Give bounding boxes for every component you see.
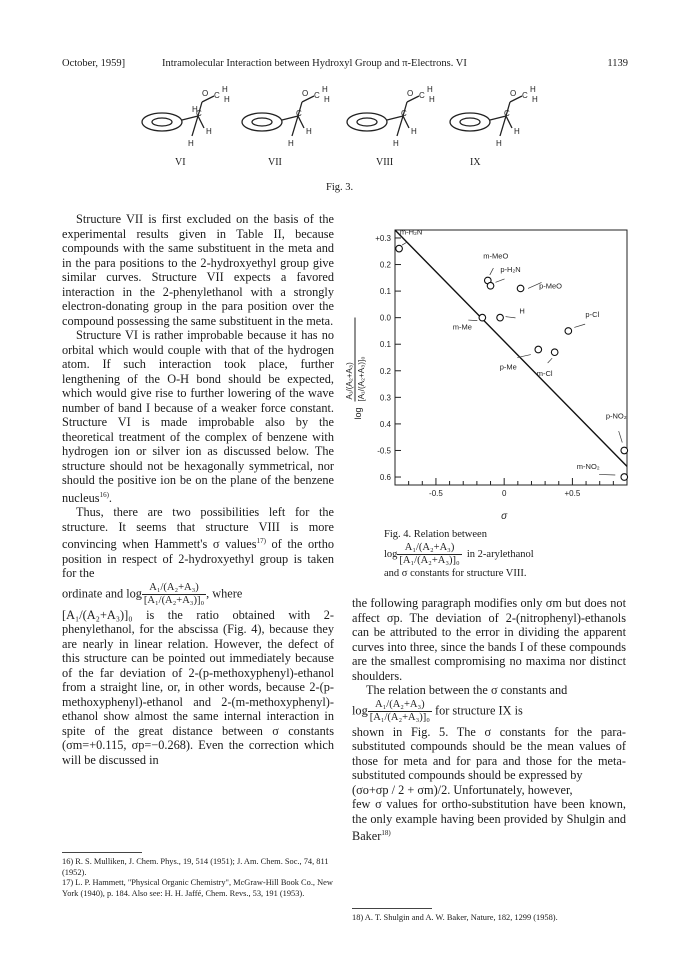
paragraph: Structure VII is first excluded on the basis of the experimental results given in Table II, because compounds with the same substituent in the meta and in the para positions to the 2-hydroxyethyl group give similar curves. Structure VII expects a favored interaction in the 2-phenylethanol with a strongly electron-donating group in the para position over the compound possessing the same substituent in the meta. — [62, 212, 334, 328]
data-point — [517, 285, 524, 292]
point-label: p-Cl — [585, 309, 600, 319]
svg-text:C: C — [314, 91, 320, 100]
fig3-caption: Fig. 3. — [326, 182, 354, 193]
label-arrow — [574, 324, 585, 327]
fig4-caption-line3: and σ constants for structure VIII. — [384, 568, 527, 579]
y-tick-label: 0.0 — [379, 313, 391, 323]
svg-text:H: H — [192, 105, 198, 114]
fig4-chart — [335, 220, 635, 525]
fig4-caption-line1: Fig. 4. Relation between — [384, 529, 487, 540]
paragraph: The relation between the σ constants and — [366, 683, 568, 697]
point-label: p-MeO — [539, 281, 563, 291]
point-label: m-H₂N — [399, 227, 423, 237]
right-column — [352, 596, 626, 844]
log-ratio-fraction: $\frac{\text{A₁/(A₂+A₃)}}{\text{[A₁/(A₂+A₃)]₀}}$ — [143, 581, 205, 606]
struct-label-vii: VII — [268, 157, 282, 168]
svg-text:C: C — [419, 91, 425, 100]
paragraph: [A₁/(A₂+A₃)]₀ is the ratio obtained with 2-phenylethanol, for the abscissa (Fig. 4), because they are nearly in linear relation. However, the defect of this structure can be pointed out immediately because of the far deviation of 2-(p-methoxyphenyl)-ethanol from a straight line, or, in other words, because 2-(p-methoxyphenyl)-ethanol and 2-(m-methoxyphenyl)-ethanol show almost the same internal interaction in spite of the great distance between σ constants (σm=+0.115, σp=−0.268). Even the correction which will be discussed in — [62, 607, 334, 767]
label-arrow — [496, 279, 505, 282]
svg-text:H: H — [530, 86, 536, 94]
svg-text:C: C — [196, 109, 202, 118]
svg-text:H: H — [393, 139, 399, 148]
label-arrow — [619, 431, 623, 442]
x-tick-label: 0 — [501, 489, 507, 498]
footnote-17: 17) L. P. Hammett, "Physical Organic Chemistry", McGraw-Hill Book Co., New York (1940), p. 184. Also see: H. H. Jaffé, Chem. Revs., 53, 191 (1953). — [62, 878, 333, 898]
y-tick-label: 0.1 — [379, 287, 391, 297]
svg-text:C: C — [504, 109, 510, 118]
label-arrow — [468, 320, 477, 321]
svg-text:H: H — [322, 86, 328, 94]
y-tick-label: 0.3 — [379, 393, 391, 403]
x-tick-label: -0.5 — [429, 489, 443, 498]
equation-line: (σo+σp / 2 + σm)/2. Unfortunately, however, — [352, 782, 573, 797]
svg-text:C: C — [401, 109, 407, 118]
svg-text:H: H — [206, 127, 212, 136]
data-point — [565, 328, 572, 335]
page-number: 1139 — [607, 58, 628, 69]
label-arrow — [506, 317, 516, 318]
svg-text:O: O — [510, 89, 517, 98]
svg-text:C: C — [522, 91, 528, 100]
svg-text:H: H — [429, 95, 435, 104]
svg-text:H: H — [496, 139, 502, 148]
struct-label-vi: VI — [175, 157, 186, 168]
svg-text:H: H — [427, 86, 433, 94]
struct-label-viii: VIII — [376, 157, 394, 168]
y-tick-label: +0.3 — [375, 233, 391, 243]
y-tick-label: 0.2 — [379, 366, 391, 376]
paragraph: the following paragraph modifies only σm but does not affect σp. The deviation of 2-(nitrophenyl)-ethanols can be attributed to the error in dividing the apparent curves into three, since the bands I of these compounds are the smallest compromising no maxima nor distinct shoulders. — [352, 596, 626, 683]
footnote-rule — [62, 852, 142, 853]
label-arrow — [402, 242, 407, 245]
svg-text:C: C — [214, 91, 220, 100]
svg-text:C: C — [296, 109, 302, 118]
left-column — [62, 212, 334, 767]
equation-line: ordinate and log $\frac{\text{A₁/(A₂+A₃)}}{\text{[A₁/(A₂+A₃)]₀}}$ , where — [62, 581, 243, 606]
data-point — [497, 314, 504, 321]
x-tick-label: +0.5 — [564, 489, 581, 498]
label-arrow — [548, 358, 553, 363]
footnote-16: 16) R. S. Mulliken, J. Chem. Phys., 19, 514 (1951); J. Am. Chem. Soc., 74, 811 (1952). — [62, 857, 329, 877]
point-label: H — [519, 306, 525, 316]
fig4-caption — [384, 528, 644, 581]
svg-text:H: H — [514, 127, 520, 136]
y-axis-label — [345, 318, 366, 420]
paragraph: shown in Fig. 5. The σ constants for the para-substituted compounds should be the mean values of those for meta and for para and those for the meta-substituted compounds should be expressed by — [352, 724, 626, 782]
data-point — [479, 314, 486, 321]
point-label: m-Me — [452, 322, 472, 332]
point-label: m-Cl — [536, 369, 553, 379]
y-tick-label: 0.1 — [379, 340, 391, 350]
header-title: Intramolecular Interaction between Hydroxyl Group and π-Electrons. VI — [162, 58, 467, 69]
svg-text:H: H — [188, 139, 194, 148]
y-label-den: [A₁/(A₂+A₃)]₀ — [357, 356, 366, 402]
point-label: m-MeO — [483, 251, 509, 261]
y-tick-label: 0.6 — [379, 473, 391, 483]
y-tick-label: -0.5 — [377, 446, 391, 456]
svg-text:H: H — [324, 95, 330, 104]
label-arrow — [599, 474, 615, 475]
point-label: p-NO₂ — [605, 411, 627, 421]
point-label: m-NO₂ — [576, 462, 600, 472]
svg-text:H: H — [288, 139, 294, 148]
footnote-rule — [352, 908, 432, 909]
svg-text:O: O — [407, 89, 414, 98]
equation-line: log $\frac{\text{A₁/(A₂+A₃)}}{\text{[A₁/(A₂+A₃)]₀}}$ for structure IX is — [352, 698, 523, 723]
data-point — [551, 349, 558, 356]
svg-text:H: H — [532, 95, 538, 104]
x-axis-label: σ — [501, 511, 508, 522]
svg-text:O: O — [302, 89, 309, 98]
paragraph: Structure VI is rather improbable because it has no orbital which would couple with that of the hydrogen atom. If such interaction took place, further lengthening of the O-H bond should be expected, which would give rise to further lowering of the wave number of band I because of a weaker force constant. Structure VI is made improbable also by the theoretical treatment of the complex of benzene with hydrogen ion or silver ion as discussed below. The structure should not be hexagonally symmetrical, nor should the positive ion be on the plane of the benzene nucleus$^{16)}$. — [62, 328, 334, 505]
data-point — [487, 282, 494, 289]
point-label: p-H₂N — [500, 264, 521, 274]
data-point — [621, 474, 628, 481]
svg-text:H: H — [224, 95, 230, 104]
paragraph: few σ values for ortho-substitution have been known, the only example having been provided by Shulgin and Baker$^{18)}$ — [352, 797, 626, 844]
paragraph: Thus, there are two possibilities left for the structure. It seems that structure VIII is more convincing when Hammett's σ values$^{17)}$ of the ortho position in respect of 2-hydroxyethyl group is taken for the — [62, 505, 334, 581]
svg-text:O: O — [202, 89, 209, 98]
header-date: October, 1959] — [62, 58, 126, 69]
y-tick-label: 0.2 — [379, 260, 391, 270]
right-footnote: 18) A. T. Shulgin and A. W. Baker, Nature, 182, 1299 (1958). — [352, 913, 558, 922]
struct-label-ix: IX — [470, 157, 481, 168]
data-point — [621, 447, 628, 454]
fig3-structures — [140, 86, 560, 156]
y-tick-label: 0.4 — [379, 419, 391, 429]
data-point — [535, 346, 542, 353]
left-footnotes — [62, 857, 334, 899]
data-point — [396, 245, 403, 252]
svg-text:H: H — [222, 86, 228, 94]
y-label-log: log — [353, 407, 363, 420]
label-arrow — [490, 268, 494, 275]
fig4-caption-line2: log $\frac{\text{A₁/(A₂+A₃)}}{\text{[A₁/(A₂+A₃)]₀}}$ in 2-arylethanol — [384, 542, 534, 566]
y-label-num: A₁/(A₂+A₃) — [345, 362, 354, 400]
svg-text:H: H — [306, 127, 312, 136]
point-label: p-Me — [499, 362, 517, 372]
svg-text:H: H — [411, 127, 417, 136]
